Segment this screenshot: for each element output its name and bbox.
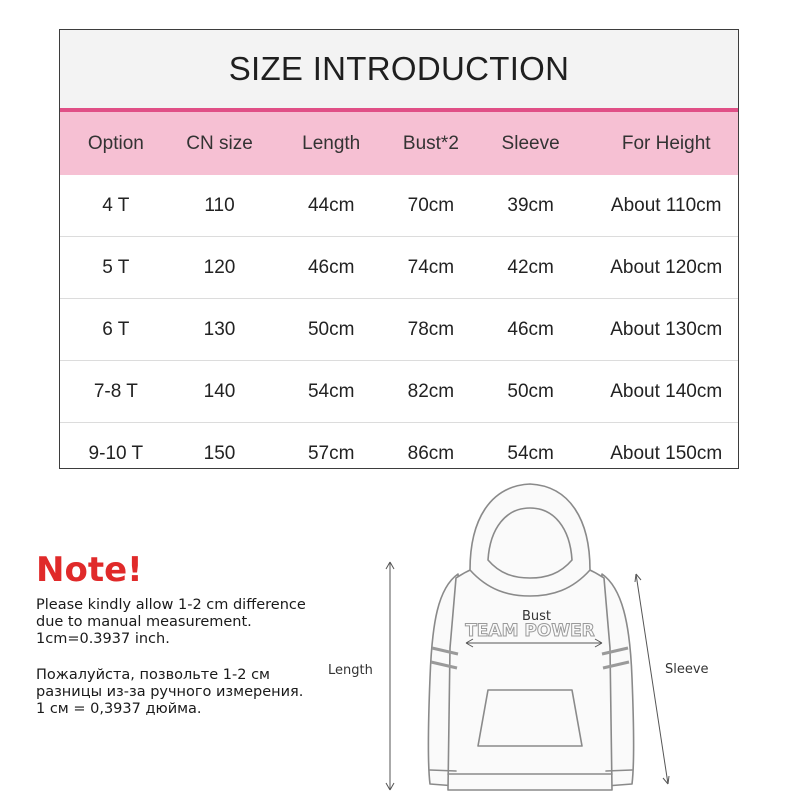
table-row — [60, 360, 738, 422]
bust-label: Bust — [522, 609, 552, 624]
note-title: Note! — [36, 550, 143, 590]
header-for-height: For Height — [621, 132, 711, 154]
hoodie-illustration — [320, 478, 720, 800]
cell-sleeve: 42cm — [507, 256, 554, 278]
cell-cn-size: 120 — [203, 256, 236, 278]
cell-length: 50cm — [307, 318, 355, 340]
table-row — [60, 175, 738, 236]
header-bust: Bust*2 — [402, 132, 459, 154]
cell-bust: 74cm — [407, 256, 455, 278]
note-english-line: 1cm=0.3937 inch. — [36, 631, 170, 647]
cell-option: 4 T — [102, 194, 130, 216]
cell-length: 57cm — [307, 442, 355, 464]
left-cuff-line — [430, 770, 456, 771]
note-english-line: Please kindly allow 1-2 cm difference — [36, 597, 306, 613]
cell-length: 54cm — [307, 380, 355, 402]
cell-for-height: About 120cm — [610, 256, 723, 278]
header-option: Option — [87, 132, 144, 154]
length-label: Length — [328, 663, 373, 678]
note-russian-line: Пожалуйста, позвольте 1-2 см — [36, 667, 270, 683]
cell-length: 44cm — [307, 194, 355, 216]
cell-option: 6 T — [102, 318, 130, 340]
cell-sleeve: 46cm — [507, 318, 554, 340]
header-cn-size: CN size — [186, 132, 253, 154]
header-sleeve: Sleeve — [501, 132, 560, 154]
cell-sleeve: 54cm — [507, 442, 554, 464]
header-length: Length — [302, 132, 361, 154]
table-row — [60, 422, 738, 484]
chest-print: TEAM POWER — [465, 621, 595, 641]
front-pocket — [478, 690, 582, 746]
cell-option: 5 T — [102, 256, 130, 278]
table-header-row — [60, 112, 738, 175]
hoodie-measurement-figure — [320, 478, 720, 800]
cell-for-height: About 140cm — [610, 380, 723, 402]
note-english — [36, 597, 346, 648]
sleeve-label: Sleeve — [665, 662, 709, 677]
cell-bust: 82cm — [407, 380, 455, 402]
note-russian-line: разницы из-за ручного измерения. — [36, 684, 304, 700]
table-row — [60, 298, 738, 360]
note-english-line: due to manual measurement. — [36, 614, 252, 630]
cell-for-height: About 150cm — [610, 442, 723, 464]
table-row — [60, 236, 738, 298]
cell-bust: 78cm — [407, 318, 455, 340]
cell-sleeve: 50cm — [507, 380, 554, 402]
table-body — [60, 175, 738, 484]
note-russian — [36, 667, 346, 718]
cell-cn-size: 110 — [204, 194, 235, 216]
cell-option: 7-8 T — [93, 380, 138, 402]
cell-cn-size: 140 — [203, 380, 236, 402]
size-table — [59, 29, 739, 469]
cell-cn-size: 150 — [203, 442, 236, 464]
cell-cn-size: 130 — [203, 318, 236, 340]
cell-bust: 70cm — [407, 194, 455, 216]
cell-length: 46cm — [307, 256, 355, 278]
cell-for-height: About 130cm — [610, 318, 723, 340]
right-cuff-line — [606, 770, 632, 771]
sleeve-measure-line — [636, 574, 668, 784]
cell-for-height: About 110cm — [610, 194, 722, 216]
cell-option: 9-10 T — [88, 442, 144, 464]
table-title: SIZE INTRODUCTION — [60, 30, 738, 108]
cell-bust: 86cm — [407, 442, 455, 464]
cell-sleeve: 39cm — [507, 194, 554, 216]
note-russian-line: 1 см = 0,3937 дюйма. — [36, 701, 202, 717]
